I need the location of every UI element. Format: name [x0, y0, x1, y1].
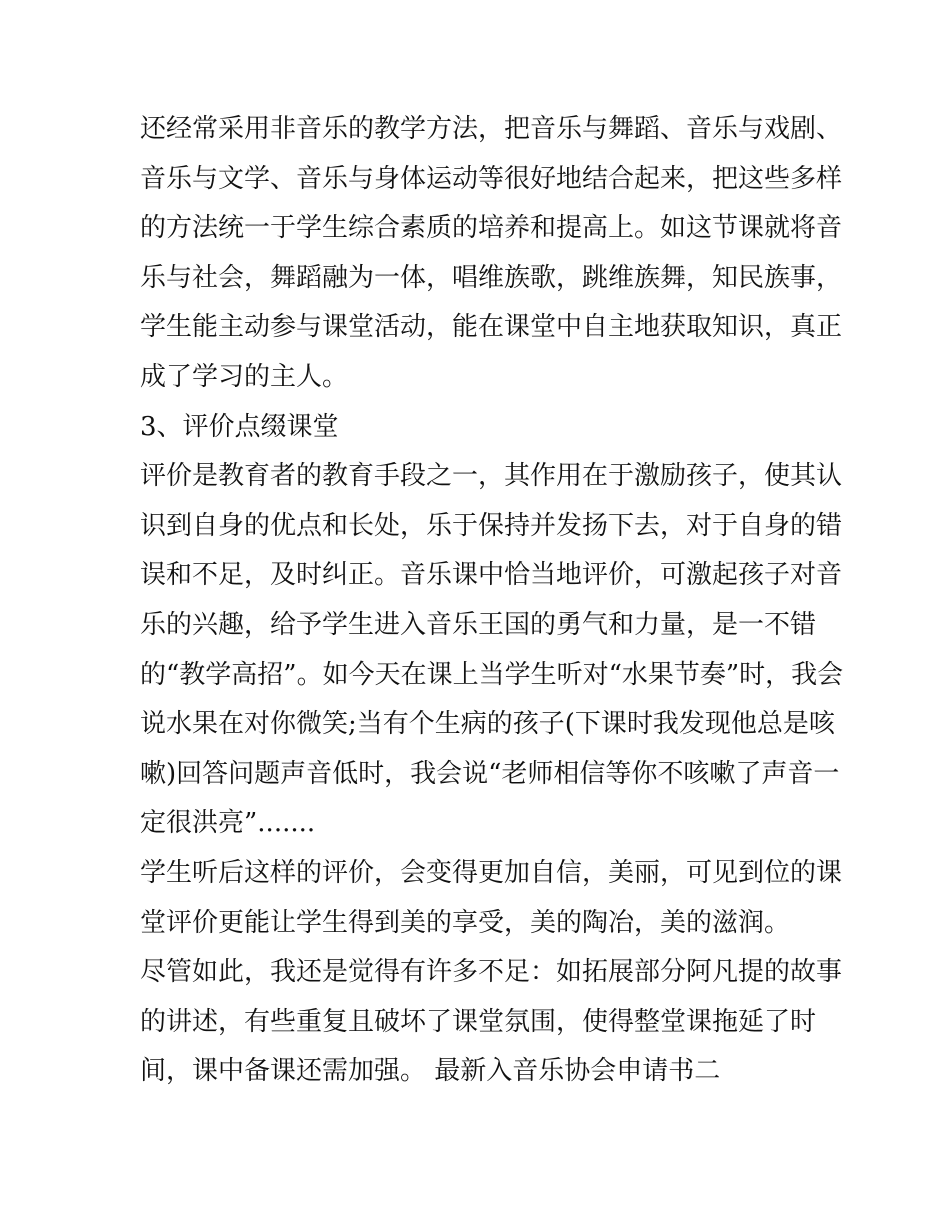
text-line: 间，课中备课还需加强。 最新入音乐协会申请书二	[140, 1056, 721, 1087]
document-body	[140, 105, 844, 1097]
section-heading: 3、评价点缀课堂	[140, 411, 339, 442]
text-line: 尽管如此，我还是觉得有许多不足：如拓展部分阿凡提的故事	[140, 957, 843, 988]
text-line: 还经常采用非音乐的教学方法，把音乐与舞蹈、音乐与戏剧、	[140, 114, 843, 144]
text-line: 说水果在对你微笑;当有个生病的孩子(下课时我发现他总是咳	[140, 709, 835, 740]
text-line: 的方法统一于学生综合素质的培养和提高上。如这节课就将音	[140, 213, 843, 244]
text-line: 定很洪亮”.......	[140, 808, 316, 839]
text-line: 学生能主动参与课堂活动，能在课堂中自主地获取知识，真正	[140, 312, 843, 343]
text-line: 评价是教育者的教育手段之一，其作用在于激励孩子，使其认	[140, 461, 843, 492]
text-line: 识到自身的优点和长处，乐于保持并发扬下去，对于自身的错	[140, 510, 843, 541]
text-line: 乐与社会，舞蹈融为一体，唱维族歌，跳维族舞，知民族事，	[140, 262, 843, 293]
text-line: 的讲述，有些重复且破坏了课堂氛围，使得整堂课拖延了时	[140, 1006, 817, 1037]
text-line: 乐的兴趣，给予学生进入音乐王国的勇气和力量，是一不错	[140, 609, 817, 640]
text-line: 误和不足，及时纠正。音乐课中恰当地评价，可激起孩子对音	[140, 560, 843, 591]
text-line: 音乐与文学、音乐与身体运动等很好地结合起来，把这些多样	[140, 163, 843, 194]
text-line: 学生听后这样的评价，会变得更加自信，美丽，可见到位的课	[140, 857, 843, 888]
text-line: 的“教学高招”。如今天在课上当学生听对“水果节奏”时，我会	[140, 659, 844, 690]
text-line: 堂评价更能让学生得到美的享受，美的陶冶，美的滋润。	[140, 907, 791, 938]
text-line: 嗽)回答问题声音低时，我会说“老师相信等你不咳嗽了声音一	[140, 758, 840, 789]
text-line: 成了学习的主人。	[140, 361, 349, 392]
